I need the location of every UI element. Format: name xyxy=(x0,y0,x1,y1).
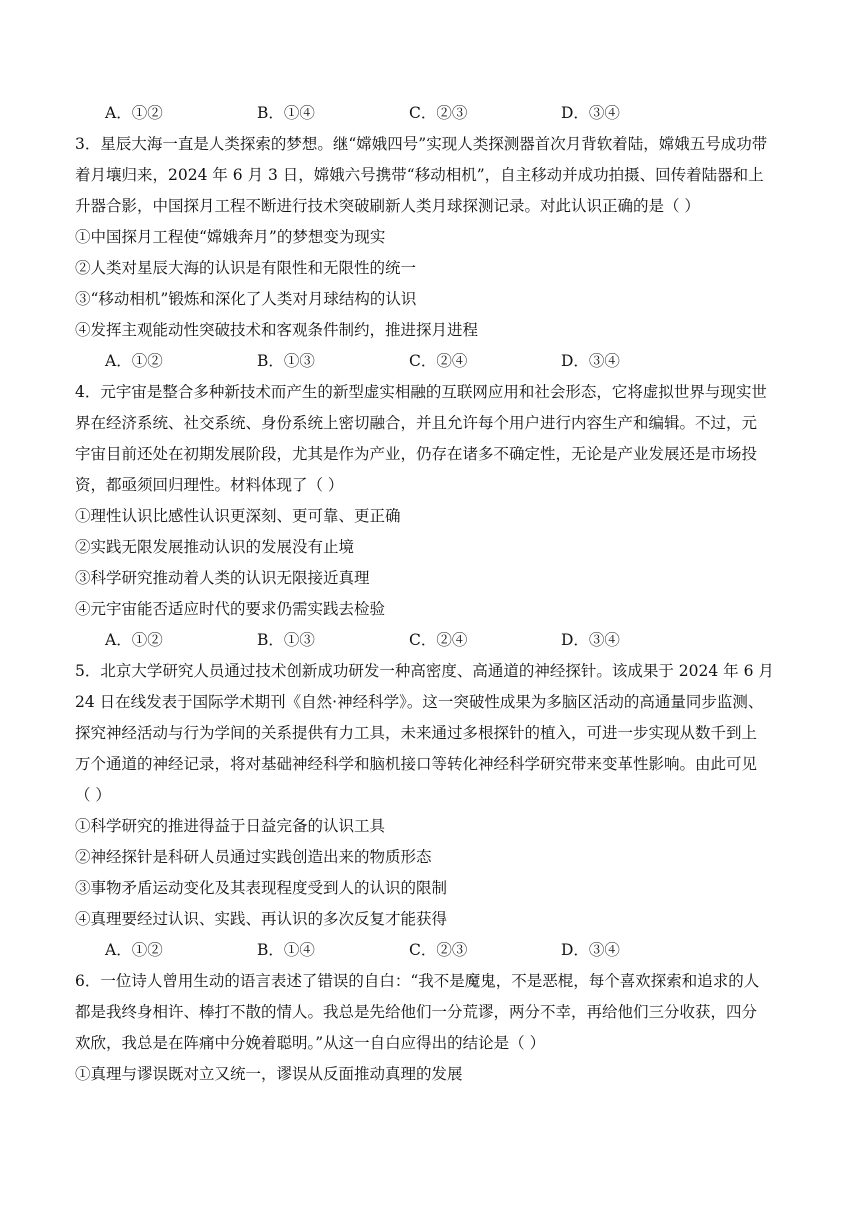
q5-statement-4: ④真理要经过认识、实践、再认识的多次反复才能获得 xyxy=(75,910,448,928)
q5-statement-1: ①科学研究的推进得益于日益完备的认识工具 xyxy=(75,817,386,835)
q5-stem-line: 24 日在线发表于国际学术期刊《自然·神经科学》。这一突破性成果为多脑区活动的高通量同步监测、 xyxy=(75,693,764,711)
question-6 xyxy=(75,966,785,1090)
q4-options xyxy=(75,625,785,656)
q4-statement-1: ①理性认识比感性认识更深刻、更可靠、更正确 xyxy=(75,507,401,525)
q2-option-b: B．①④ xyxy=(257,104,315,122)
q4-option-c: C．②④ xyxy=(409,631,468,649)
q4-option-b: B．①③ xyxy=(257,631,315,649)
q5-stem-line: 5．北京大学研究人员通过技术创新成功研发一种高密度、高通道的神经探针。该成果于 2024 年 6 月 xyxy=(75,662,774,680)
q3-stem-line: 3．星辰大海一直是人类探索的梦想。继“嫦娥四号”实现人类探测器首次月背软着陆，嫦娥五号成功带 xyxy=(75,135,768,153)
q3-stem-line: 升器合影，中国探月工程不断进行技术突破刷新人类月球探测记录。对此认识正确的是（ ） xyxy=(75,197,700,215)
q2-option-c: C．②③ xyxy=(409,104,468,122)
q4-stem-line: 宇宙目前还处在初期发展阶段，尤其是作为产业，仍存在诸多不确定性，无论是产业发展还是市场投 xyxy=(75,445,758,463)
q3-option-d: D．③④ xyxy=(561,352,620,370)
q5-statement-2: ②神经探针是科研人员通过实践创造出来的物质形态 xyxy=(75,848,432,866)
q6-stem-line: 6．一位诗人曾用生动的语言表述了错误的自白：“我不是魔鬼，不是恶棍，每个喜欢探索和追求的人 xyxy=(75,972,760,990)
q5-option-a: A．①② xyxy=(105,941,163,959)
question-4 xyxy=(75,377,785,656)
q2-option-a: A．①② xyxy=(105,104,163,122)
q5-option-d: D．③④ xyxy=(561,941,620,959)
q4-stem-line: 资，都亟须回归理性。材料体现了（ ） xyxy=(75,476,344,494)
q4-statement-3: ③科学研究推动着人类的认识无限接近真理 xyxy=(75,569,370,587)
question-5 xyxy=(75,656,785,966)
question-3 xyxy=(75,129,785,377)
q2-options xyxy=(75,98,785,129)
q3-option-c: C．②④ xyxy=(409,352,468,370)
q5-stem-line: 万个通道的神经记录，将对基础神经科学和脑机接口等转化神经科学研究带来变革性影响。由此可见 xyxy=(75,755,758,773)
q5-option-b: B．①④ xyxy=(257,941,315,959)
q5-options xyxy=(75,935,785,966)
q5-stem-line: 探究神经活动与行为学间的关系提供有力工具，未来通过多根探针的植入，可进一步实现从数千到上 xyxy=(75,724,758,742)
q4-statement-2: ②实践无限发展推动认识的发展没有止境 xyxy=(75,538,355,556)
q4-statement-4: ④元宇宙能否适应时代的要求仍需实践去检验 xyxy=(75,600,386,618)
q6-statement-1: ①真理与谬误既对立又统一，谬误从反面推动真理的发展 xyxy=(75,1065,463,1083)
q4-stem-line: 界在经济系统、社交系统、身份系统上密切融合，并且允许每个用户进行内容生产和编辑。不过，元 xyxy=(75,414,758,432)
q6-stem-line: 都是我终身相许、棒打不散的情人。我总是先给他们一分荒谬，两分不幸，再给他们三分收获，四分 xyxy=(75,1003,758,1021)
q3-options xyxy=(75,346,785,377)
q5-statement-3: ③事物矛盾运动变化及其表现程度受到人的认识的限制 xyxy=(75,879,448,897)
q3-statement-3: ③“移动相机”锻炼和深化了人类对月球结构的认识 xyxy=(75,290,417,308)
q4-stem-line: 4．元宇宙是整合多种新技术而产生的新型虚实相融的互联网应用和社会形态，它将虚拟世界与现实世 xyxy=(75,383,767,401)
q5-stem-line: （ ） xyxy=(75,786,111,804)
q3-stem-line: 着月壤归来，2024 年 6 月 3 日，嫦娥六号携带“移动相机”，自主移动并成功拍摄、回传着陆器和上 xyxy=(75,166,764,184)
q4-option-d: D．③④ xyxy=(561,631,620,649)
q5-option-c: C．②③ xyxy=(409,941,468,959)
q6-stem-line: 欢欣，我总是在阵痛中分娩着聪明。”从这一自白应得出的结论是（ ） xyxy=(75,1034,546,1052)
q3-option-a: A．①② xyxy=(105,352,163,370)
q3-statement-2: ②人类对星辰大海的认识是有限性和无限性的统一 xyxy=(75,259,417,277)
q2-option-d: D．③④ xyxy=(561,104,620,122)
q4-option-a: A．①② xyxy=(105,631,163,649)
q3-option-b: B．①③ xyxy=(257,352,315,370)
q3-statement-1: ①中国探月工程使“嫦娥奔月”的梦想变为现实 xyxy=(75,228,386,246)
q3-statement-4: ④发挥主观能动性突破技术和客观条件制约，推进探月进程 xyxy=(75,321,479,339)
exam-page xyxy=(75,98,785,1090)
